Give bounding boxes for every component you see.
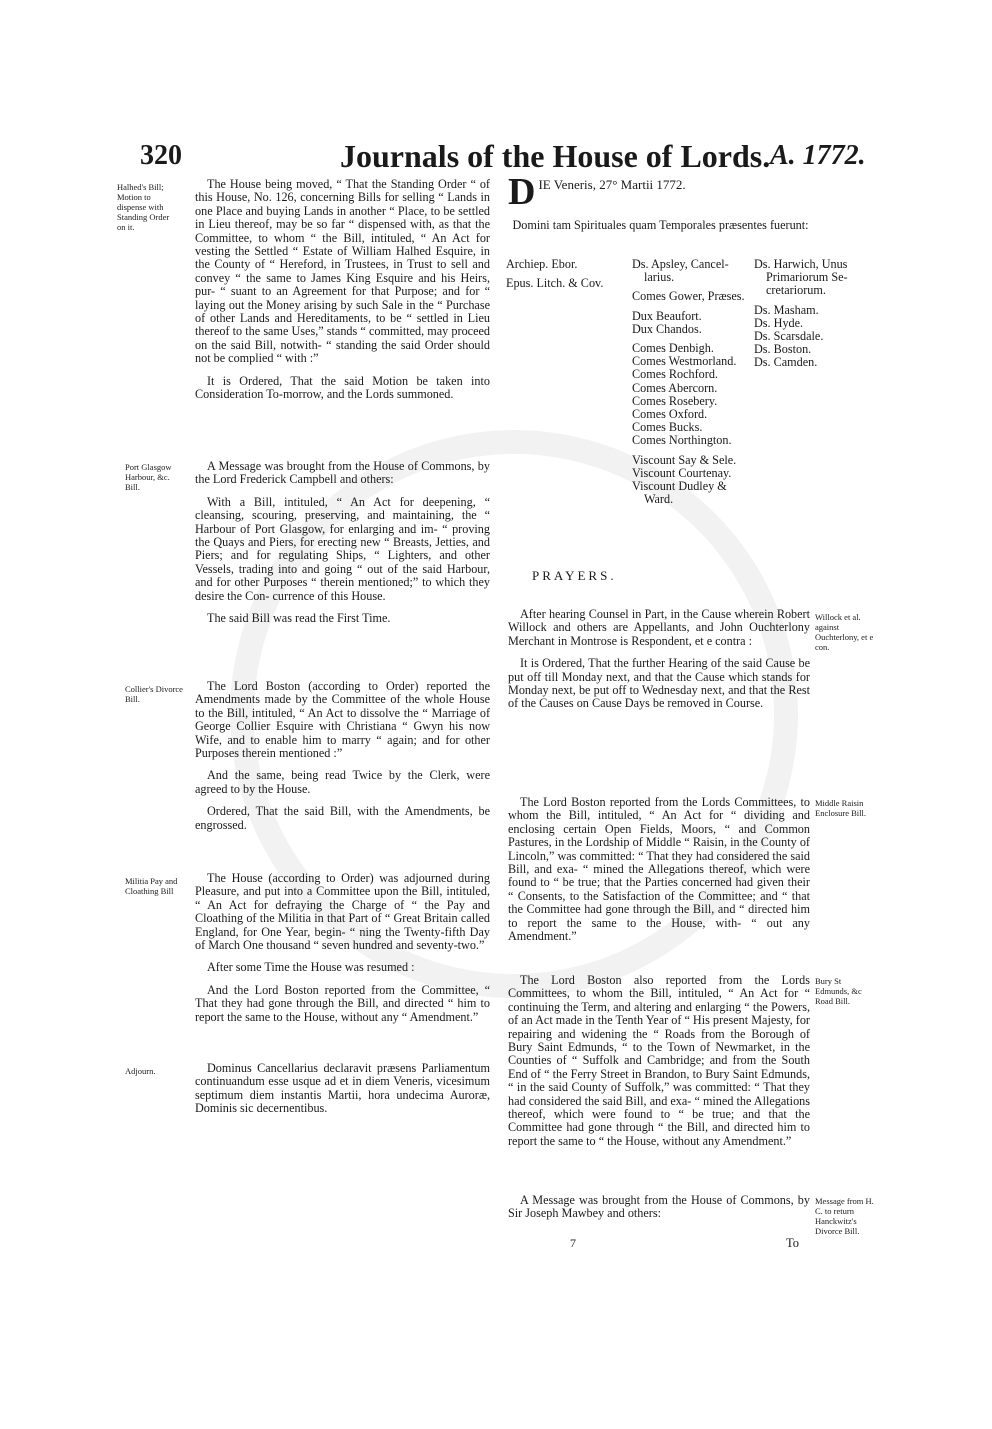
list-item: Epus. Litch. & Cov. (506, 276, 604, 291)
left-column (195, 178, 490, 411)
paragraph: A Message was brought from the House of Commons, by Sir Joseph Mawbey and others: (508, 1193, 810, 1221)
paragraph: Ordered, That the said Bill, with the Amendments, be engrossed. (195, 804, 490, 832)
list-item: Ds. Apsley, Cancel- (632, 257, 729, 271)
margin-note: Message from H. C. to return Hanckwitz's Divorce Bill. (815, 1196, 874, 1236)
list-item: Comes Rochford. (632, 367, 718, 382)
list-item: Ds. Masham. (754, 302, 819, 317)
paragraph: The Lord Boston reported from the Lords Committees, to whom the Bill, intituled, “ An Act for “ dividing and enclosing certain Open Fields, Moors, “ and Common Pastures, in the Lordship of Middle “ Raisin, in the County of Lincoln,” was committed: “ That they had considered the said Bill, and exa- “ mined the Allegations thereof, which were found to “ be true; that the Parties concerned had given their “ Consents, to the Satisfaction of the Committee; and “ that the Committee had gone through the Bill, and “ directed him to report the same to the House, with- “ out any Amendment.” (508, 795, 810, 944)
margin-note: Adjourn. (125, 1066, 156, 1076)
drop-cap: D (508, 171, 536, 213)
paragraph: The said Bill was read the First Time. (207, 611, 391, 626)
paragraph: And the Lord Boston reported from the Committee, “ That they had gone through the Bill, and directed “ him to report the same to the House, without any “ Amendment.” (195, 982, 490, 1024)
list-item: Primariorum Se- (766, 270, 848, 285)
paragraph: With a Bill, intituled, “ An Act for deepening, “ cleansing, scouring, preserving, and maintaining, the “ Harbour of Port Glasgow, for enlarging and im- “ proving the Quays and Piers, for erecting new “ Breasts, Jetties, and Piers; and for regulating Ships, “ Lighters, and other Vessels, trading into and going “ out of the said Harbour, and for other Purposes “ therein mentioned;” to which they desire the Con- currence of this House. (195, 494, 490, 603)
margin-note: Port Glasgow Harbour, &c. Bill. (125, 462, 172, 492)
paragraph: It is Ordered, That the said Motion be taken into Consideration To-morrow, and the Lords summoned. (195, 373, 490, 402)
page-number: 320 (140, 140, 182, 171)
paragraph: The Lord Boston (according to Order) reported the Amendments made by the Committee of the whole House to the Bill, intituled, “ An Act to dissolve the “ Marriage of George Collier Esquire with Christiana “ Gwyn his now Wife, and to enable him to marry “ again; and for other Purposes therein mentioned :” (195, 679, 490, 761)
list-item: Comes Abercorn. (632, 380, 718, 395)
list-item: Ds. Scarsdale. (754, 329, 824, 344)
list-item: Comes Rosebery. (632, 393, 718, 408)
margin-note: Bury St Edmunds, &c Road Bill. (815, 976, 862, 1006)
attendance-col-1 (506, 258, 626, 290)
list-item: larius. (644, 270, 675, 285)
paragraph: The House being moved, “ That the Standing Order “ of this House, No. 126, concerning Bills for selling “ Lands in one Place and buying Lands in another “ Place, to be settled in Lieu thereof, may be so far “ dispensed with, as that the Committee, to whom “ the Bill, intituled, “ An Act for vesting the Settled “ Estate of William Halhed Esquire, in the County of “ Hereford, in Trustees, in Trust to sell and convey “ the same to James King Esquire and his Heirs, pur- “ suant to an Agreement for that Purpose; and for “ laying out the Money arising by such Sale in the “ Purchase of other Lands and Hereditaments, to be “ settled in Lieu thereof to the same Uses,” stands “ committed, may proceed on the said Bill, notwith- “ standing the said Order should not be complied “ with :” (195, 177, 490, 366)
paragraph: After hearing Counsel in Part, in the Cause wherein Robert Willock and others are Appellants, and John Ouchterlony Merchant in Montrose is Respondent, et e contra : (508, 607, 810, 648)
paragraph: And the same, being read Twice by the Clerk, were agreed to by the House. (195, 768, 490, 796)
list-item: Ds. Hyde. (754, 315, 804, 330)
left-column (195, 460, 490, 634)
list-item: Archiep. Ebor. (506, 257, 578, 271)
list-item: Ds. Boston. (754, 342, 812, 357)
paragraph: The House (according to Order) was adjourned during Pleasure, and put into a Committee upon the Bill, intituled, “ An Act for defraying the Charge of “ the Pay and Cloathing of the Militia in that Part of “ Great Britain called England, for One Year, begin- “ ning the Twenty-fifth Day of March One thousand “ seven hundred and seventy-two.” (195, 871, 490, 953)
paragraph: It is Ordered, That the further Hearing of the said Cause be put off till Monday next, and that the Cause which stands for Monday next, be put off to Wednesday next, and that the Rest of the Causes on Cause Days be removed in Course. (508, 656, 810, 711)
date-line: IE Veneris, 27° Martii 1772. (538, 177, 686, 192)
list-item: Ds. Harwich, Unus (754, 257, 848, 271)
attendance-col-2 (632, 258, 750, 506)
paragraph: Dominus Cancellarius declaravit præsens Parliamentum continuandum esse usque ad et in diem Veneris, vicesimum septimum diem instantis Martii, hora undecima Auroræ, Dominis sic decernentibus. (195, 1061, 490, 1116)
list-item: Comes Westmorland. (632, 354, 737, 369)
list-item: Dux Beaufort. (632, 308, 702, 323)
left-column (195, 1062, 490, 1125)
list-item: cretariorum. (766, 283, 826, 298)
margin-note: Willock et al. against Ouchterlony, et e con. (815, 612, 874, 652)
attendance-col-3 (754, 258, 866, 370)
paragraph: After some Time the House was resumed : (207, 960, 415, 975)
list-item: Comes Northington. (632, 433, 732, 448)
list-item: Dux Chandos. (632, 321, 702, 336)
domini-line: Domini tam Spirituales quam Temporales præsentes fuerunt: (512, 218, 809, 232)
left-column (195, 872, 490, 1033)
signature-mark: 7 (570, 1236, 576, 1250)
catchword: To (786, 1236, 800, 1250)
left-column (195, 680, 490, 841)
list-item: Ds. Camden. (754, 355, 818, 370)
list-item: Comes Oxford. (632, 407, 708, 422)
right-column (508, 796, 810, 952)
right-column (508, 974, 810, 1157)
list-item: Comes Bucks. (632, 420, 703, 435)
list-item: Ward. (644, 492, 674, 507)
margin-note: Halhed's Bill; Motion to dispense with Standing Order on it. (117, 182, 170, 232)
right-column (508, 608, 810, 720)
margin-note: Middle Raisin Enclosure Bill. (815, 798, 866, 818)
list-item: Comes Denbigh. (632, 341, 714, 356)
list-item: Viscount Courtenay. (632, 465, 732, 480)
paragraph: A Message was brought from the House of Commons, by the Lord Frederick Campbell and others: (195, 459, 490, 487)
list-item: Viscount Dudley & (632, 479, 727, 494)
list-item: Comes Gower, Præses. (632, 289, 745, 304)
paragraph: The Lord Boston also reported from the Lords Committees, to whom the Bill, intituled, “ An Act for “ continuing the Term, and altering and enlarging “ the Powers, of an Act made in the Tenth Year of “ His present Majesty, for repairing and widening the “ Roads from the Borough of Bury Saint Edmunds, “ to the Town of Newmarket, in the Counties of “ Suffolk and Cambridge; and from the South End of “ the Ferry Street in Brandon, to Bury Saint Edmunds, “ in the said County of Suffolk,” was committed: “ That they had considered the said Bill, and exa- “ mined the Allegations thereof, which were found to “ be true; and that the Committee had gone through “ the Bill, and directed him to report the same to “ the House, without any Amendment.” (508, 973, 810, 1148)
page-year: A. 1772. (770, 140, 866, 171)
margin-note: Collier's Divorce Bill. (125, 684, 183, 704)
section-heading: PRAYERS. (532, 568, 617, 583)
right-column (508, 1194, 810, 1230)
list-item: Viscount Say & Sele. (632, 452, 737, 467)
margin-note: Militia Pay and Cloathing Bill (125, 876, 178, 896)
page-title: Journals of the House of Lords. (340, 138, 771, 174)
sitting-date (508, 171, 813, 213)
